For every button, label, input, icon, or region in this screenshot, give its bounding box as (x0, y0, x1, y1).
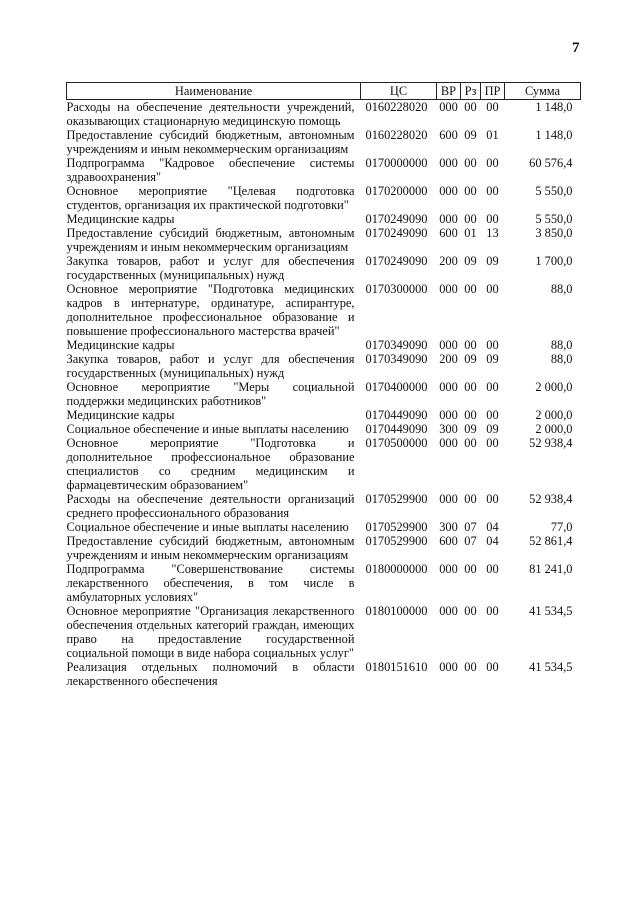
row-sum-cell: 3 850,0 (535, 226, 573, 240)
row-sum-cell: 41 534,5 (529, 660, 573, 674)
table-row (67, 604, 581, 660)
header-vr: ВР (437, 83, 461, 100)
row-cs-cell: 0160228020 (365, 128, 428, 142)
row-rz-cell: 00 (464, 212, 477, 226)
row-name-cell: Предоставление субсидий бюджетным, автономным учреждениям и иным некоммерческим организациям (66, 534, 355, 562)
row-vr-cell: 000 (439, 184, 458, 198)
row-pr-cell: 00 (486, 408, 499, 422)
table-row (67, 282, 581, 338)
row-name-cell: Основное мероприятие "Подготовка медицинских кадров в интернатуре, ординатуре, аспирантуре, дополнительное профессиональное образование и повышение профессионального мастерства врачей" (66, 282, 355, 338)
row-name-cell: Основное мероприятие "Меры социальной поддержки медицинских работников" (66, 380, 355, 408)
row-vr-cell: 200 (439, 352, 458, 366)
row-cs-cell: 0170400000 (365, 380, 428, 394)
row-pr-cell: 00 (486, 156, 499, 170)
row-rz-cell: 09 (464, 352, 477, 366)
table-row (67, 212, 581, 226)
row-sum-cell: 2 000,0 (535, 380, 573, 394)
row-name-cell: Социальное обеспечение и иные выплаты населению (66, 520, 349, 534)
row-cs-cell: 0180100000 (365, 604, 428, 618)
row-rz-cell: 00 (464, 408, 477, 422)
row-pr-cell: 00 (486, 380, 499, 394)
row-sum-cell: 2 000,0 (535, 422, 573, 436)
row-vr-cell: 000 (439, 338, 458, 352)
row-name-cell: Расходы на обеспечение деятельности учреждений, оказывающих стационарную медицинскую помощь (66, 100, 355, 128)
row-rz-cell: 07 (464, 520, 477, 534)
row-vr-cell: 000 (439, 492, 458, 506)
row-rz-cell: 00 (464, 436, 477, 450)
row-vr-cell: 000 (439, 380, 458, 394)
row-vr-cell: 000 (439, 282, 458, 296)
row-sum-cell: 1 148,0 (535, 100, 573, 114)
row-cs-cell: 0170249090 (365, 212, 428, 226)
header-pr: ПР (481, 83, 505, 100)
table-row (67, 520, 581, 534)
row-pr-cell: 04 (486, 520, 499, 534)
row-sum-cell: 1 148,0 (535, 128, 573, 142)
row-name-cell: Социальное обеспечение и иные выплаты населению (66, 422, 349, 436)
row-rz-cell: 00 (464, 184, 477, 198)
row-pr-cell: 00 (486, 212, 499, 226)
row-vr-cell: 600 (439, 128, 458, 142)
header-rz: Рз (461, 83, 481, 100)
table-row (67, 128, 581, 156)
row-pr-cell: 00 (486, 338, 499, 352)
row-sum-cell: 52 938,4 (529, 492, 573, 506)
row-vr-cell: 000 (439, 156, 458, 170)
row-cs-cell: 0170449090 (365, 422, 428, 436)
row-sum-cell: 81 241,0 (529, 562, 573, 576)
row-pr-cell: 00 (486, 562, 499, 576)
row-sum-cell: 2 000,0 (535, 408, 573, 422)
row-rz-cell: 00 (464, 380, 477, 394)
row-cs-cell: 0170529900 (365, 492, 428, 506)
row-cs-cell: 0170249090 (365, 254, 428, 268)
header-cs: ЦС (361, 83, 437, 100)
table-body (67, 100, 581, 689)
row-name-cell: Расходы на обеспечение деятельности организаций среднего профессионального образования (66, 492, 355, 520)
row-name-cell: Предоставление субсидий бюджетным, автономным учреждениям и иным некоммерческим организациям (66, 128, 355, 156)
row-rz-cell: 07 (464, 534, 477, 548)
table-row (67, 562, 581, 604)
row-sum-cell: 77,0 (550, 520, 573, 534)
row-pr-cell: 09 (486, 352, 499, 366)
row-sum-cell: 88,0 (550, 338, 573, 352)
row-sum-cell: 52 861,4 (529, 534, 573, 548)
row-pr-cell: 09 (486, 254, 499, 268)
table-row (67, 352, 581, 380)
table-row (67, 226, 581, 254)
row-name-cell: Реализация отдельных полномочий в области лекарственного обеспечения (66, 660, 355, 688)
row-pr-cell: 00 (486, 100, 499, 114)
table-row (67, 534, 581, 562)
table-row (67, 660, 581, 688)
row-name-cell: Подпрограмма "Кадровое обеспечение системы здравоохранения" (66, 156, 355, 184)
table-row (67, 184, 581, 212)
row-cs-cell: 0160228020 (365, 100, 428, 114)
row-rz-cell: 00 (464, 492, 477, 506)
row-cs-cell: 0170500000 (365, 436, 428, 450)
table-row (67, 422, 581, 436)
row-name-cell: Основное мероприятие "Целевая подготовка студентов, организация их практической подготовки" (66, 184, 355, 212)
table-row (67, 254, 581, 282)
row-vr-cell: 000 (439, 408, 458, 422)
row-sum-cell: 1 700,0 (535, 254, 573, 268)
row-rz-cell: 00 (464, 156, 477, 170)
row-sum-cell: 5 550,0 (535, 212, 573, 226)
row-sum-cell: 5 550,0 (535, 184, 573, 198)
row-pr-cell: 13 (486, 226, 499, 240)
row-name-cell: Медицинские кадры (66, 338, 175, 352)
row-sum-cell: 60 576,4 (529, 156, 573, 170)
row-cs-cell: 0180151610 (365, 660, 428, 674)
row-name-cell: Основное мероприятие "Организация лекарственного обеспечения отдельных категорий граждан, имеющих право на предоставление государственной социальной помощи в виде набора социальных услуг" (66, 604, 355, 660)
row-vr-cell: 000 (439, 212, 458, 226)
row-pr-cell: 09 (486, 422, 499, 436)
row-rz-cell: 01 (464, 226, 477, 240)
row-cs-cell: 0170300000 (365, 282, 428, 296)
table-row (67, 100, 581, 129)
row-name-cell: Медицинские кадры (66, 408, 175, 422)
row-name-cell: Закупка товаров, работ и услуг для обеспечения государственных (муниципальных) нужд (66, 352, 355, 380)
row-pr-cell: 01 (486, 128, 499, 142)
row-sum-cell: 52 938,4 (529, 436, 573, 450)
budget-table (66, 82, 581, 688)
row-cs-cell: 0170249090 (365, 226, 428, 240)
row-cs-cell: 0170200000 (365, 184, 428, 198)
row-sum-cell: 41 534,5 (529, 604, 573, 618)
row-pr-cell: 00 (486, 492, 499, 506)
row-name-cell: Медицинские кадры (66, 212, 175, 226)
row-pr-cell: 00 (486, 282, 499, 296)
row-cs-cell: 0170449090 (365, 408, 428, 422)
row-rz-cell: 00 (464, 338, 477, 352)
row-vr-cell: 600 (439, 226, 458, 240)
row-rz-cell: 00 (464, 604, 477, 618)
row-rz-cell: 09 (464, 128, 477, 142)
row-vr-cell: 200 (439, 254, 458, 268)
row-cs-cell: 0170000000 (365, 156, 428, 170)
table-row (67, 156, 581, 184)
row-sum-cell: 88,0 (550, 352, 573, 366)
row-vr-cell: 600 (439, 534, 458, 548)
row-name-cell: Закупка товаров, работ и услуг для обеспечения государственных (муниципальных) нужд (66, 254, 355, 282)
row-pr-cell: 00 (486, 184, 499, 198)
row-name-cell: Основное мероприятие "Подготовка и дополнительное профессиональное образование специалистов со средним медицинским и фармацевтическим образованием" (66, 436, 355, 492)
row-rz-cell: 00 (464, 282, 477, 296)
row-cs-cell: 0170529900 (365, 534, 428, 548)
row-vr-cell: 000 (439, 660, 458, 674)
table-row (67, 436, 581, 492)
row-rz-cell: 00 (464, 100, 477, 114)
row-pr-cell: 00 (486, 604, 499, 618)
row-cs-cell: 0170349090 (365, 338, 428, 352)
row-rz-cell: 00 (464, 660, 477, 674)
row-pr-cell: 00 (486, 436, 499, 450)
table-row (67, 492, 581, 520)
row-cs-cell: 0180000000 (365, 562, 428, 576)
row-rz-cell: 00 (464, 562, 477, 576)
row-rz-cell: 09 (464, 422, 477, 436)
row-vr-cell: 000 (439, 436, 458, 450)
table-header (67, 83, 581, 100)
table-row (67, 408, 581, 422)
table-row (67, 338, 581, 352)
row-pr-cell: 00 (486, 660, 499, 674)
row-vr-cell: 000 (439, 562, 458, 576)
row-name-cell: Предоставление субсидий бюджетным, автономным учреждениям и иным некоммерческим организациям (66, 226, 355, 254)
row-cs-cell: 0170529900 (365, 520, 428, 534)
page-number: 7 (572, 40, 580, 56)
table-row (67, 380, 581, 408)
row-cs-cell: 0170349090 (365, 352, 428, 366)
row-vr-cell: 300 (439, 520, 458, 534)
row-vr-cell: 000 (439, 604, 458, 618)
row-pr-cell: 04 (486, 534, 499, 548)
row-vr-cell: 300 (439, 422, 458, 436)
row-rz-cell: 09 (464, 254, 477, 268)
header-name: Наименование (67, 83, 361, 100)
row-vr-cell: 000 (439, 100, 458, 114)
row-sum-cell: 88,0 (550, 282, 573, 296)
row-name-cell: Подпрограмма "Совершенствование системы лекарственного обеспечения, в том числе в амбулаторных условиях" (66, 562, 355, 604)
header-sum: Сумма (505, 83, 581, 100)
